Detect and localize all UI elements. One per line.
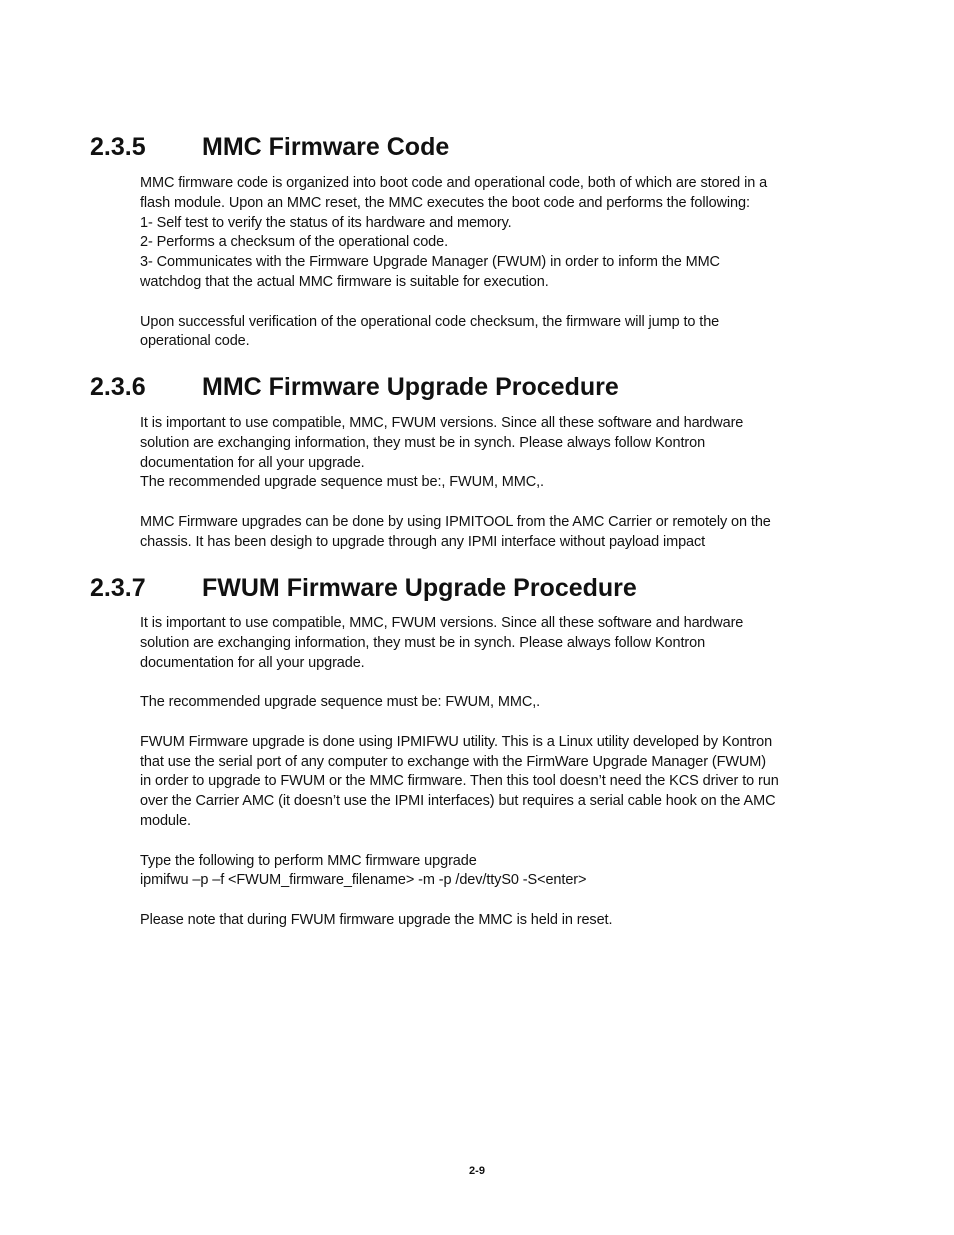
text-line: The recommended upgrade sequence must be: FWUM, MMC,.	[140, 694, 541, 711]
section-body-2-3-6	[140, 414, 820, 553]
text-line: chassis. It has been desigh to upgrade through any IPMI interface without payload impact	[140, 533, 706, 550]
blank-line	[140, 891, 820, 911]
section-body-2-3-5	[140, 174, 820, 352]
text-line: solution are exchanging information, they must be in synch. Please always follow Kontron	[140, 434, 706, 451]
section-title: MMC Firmware Upgrade Procedure	[202, 373, 619, 401]
text-line: It is important to use compatible, MMC, FWUM versions. Since all these software and hardware	[140, 415, 744, 431]
text-line: Upon successful verification of the operational code checksum, the firmware will jump to the	[140, 313, 720, 330]
text-line: ipmifwu –p –f <FWUM_firmware_filename> -m -p /dev/ttyS0 -S<enter>	[140, 872, 587, 889]
text-line: MMC firmware code is organized into boot code and operational code, both of which are stored in a	[140, 175, 768, 191]
text-line: in order to upgrade to FWUM or the MMC firmware. Then this tool doesn’t need the KCS driver to run	[140, 773, 779, 790]
section-number: 2.3.5	[90, 133, 146, 161]
section-title: MMC Firmware Code	[202, 133, 450, 161]
blank-line	[140, 493, 820, 513]
section-heading-2-3-5	[90, 132, 449, 162]
text-line: 2- Performs a checksum of the operational code.	[140, 234, 449, 251]
section-heading-2-3-6	[90, 372, 619, 402]
text-line: MMC Firmware upgrades can be done by using IPMITOOL from the AMC Carrier or remotely on the	[140, 513, 771, 530]
section-number: 2.3.6	[90, 373, 146, 401]
blank-line	[140, 673, 820, 693]
text-line: watchdog that the actual MMC firmware is suitable for execution.	[140, 273, 549, 290]
text-line: FWUM Firmware upgrade is done using IPMIFWU utility. This is a Linux utility developed by Kontron	[140, 733, 773, 750]
text-line: documentation for all your upgrade.	[140, 654, 365, 671]
text-line: that use the serial port of any computer to exchange with the FirmWare Upgrade Manager (FWUM)	[140, 753, 767, 770]
blank-line	[140, 293, 820, 313]
text-line: The recommended upgrade sequence must be:, FWUM, MMC,.	[140, 474, 544, 491]
text-line: module.	[140, 812, 191, 829]
text-line: 1- Self test to verify the status of its hardware and memory.	[140, 214, 512, 231]
text-line: Please note that during FWUM firmware upgrade the MMC is held in reset.	[140, 911, 613, 928]
text-line: documentation for all your upgrade.	[140, 454, 365, 471]
blank-line	[140, 832, 820, 852]
section-number: 2.3.7	[90, 574, 146, 602]
text-line: 3- Communicates with the Firmware Upgrade Manager (FWUM) in order to inform the MMC	[140, 254, 720, 271]
text-line: over the Carrier AMC (it doesn’t use the IPMI interfaces) but requires a serial cable hook on the AMC	[140, 793, 776, 810]
section-body-2-3-7	[140, 614, 820, 931]
blank-line	[140, 713, 820, 733]
page-number: 2-9	[469, 1165, 485, 1177]
section-heading-2-3-7	[90, 573, 637, 603]
section-title: FWUM Firmware Upgrade Procedure	[202, 574, 637, 602]
text-line: Type the following to perform MMC firmware upgrade	[140, 852, 477, 869]
text-line: operational code.	[140, 333, 250, 350]
text-line: It is important to use compatible, MMC, FWUM versions. Since all these software and hardware	[140, 615, 744, 631]
text-line: solution are exchanging information, they must be in synch. Please always follow Kontron	[140, 634, 706, 651]
text-line: flash module. Upon an MMC reset, the MMC executes the boot code and performs the following:	[140, 194, 750, 211]
